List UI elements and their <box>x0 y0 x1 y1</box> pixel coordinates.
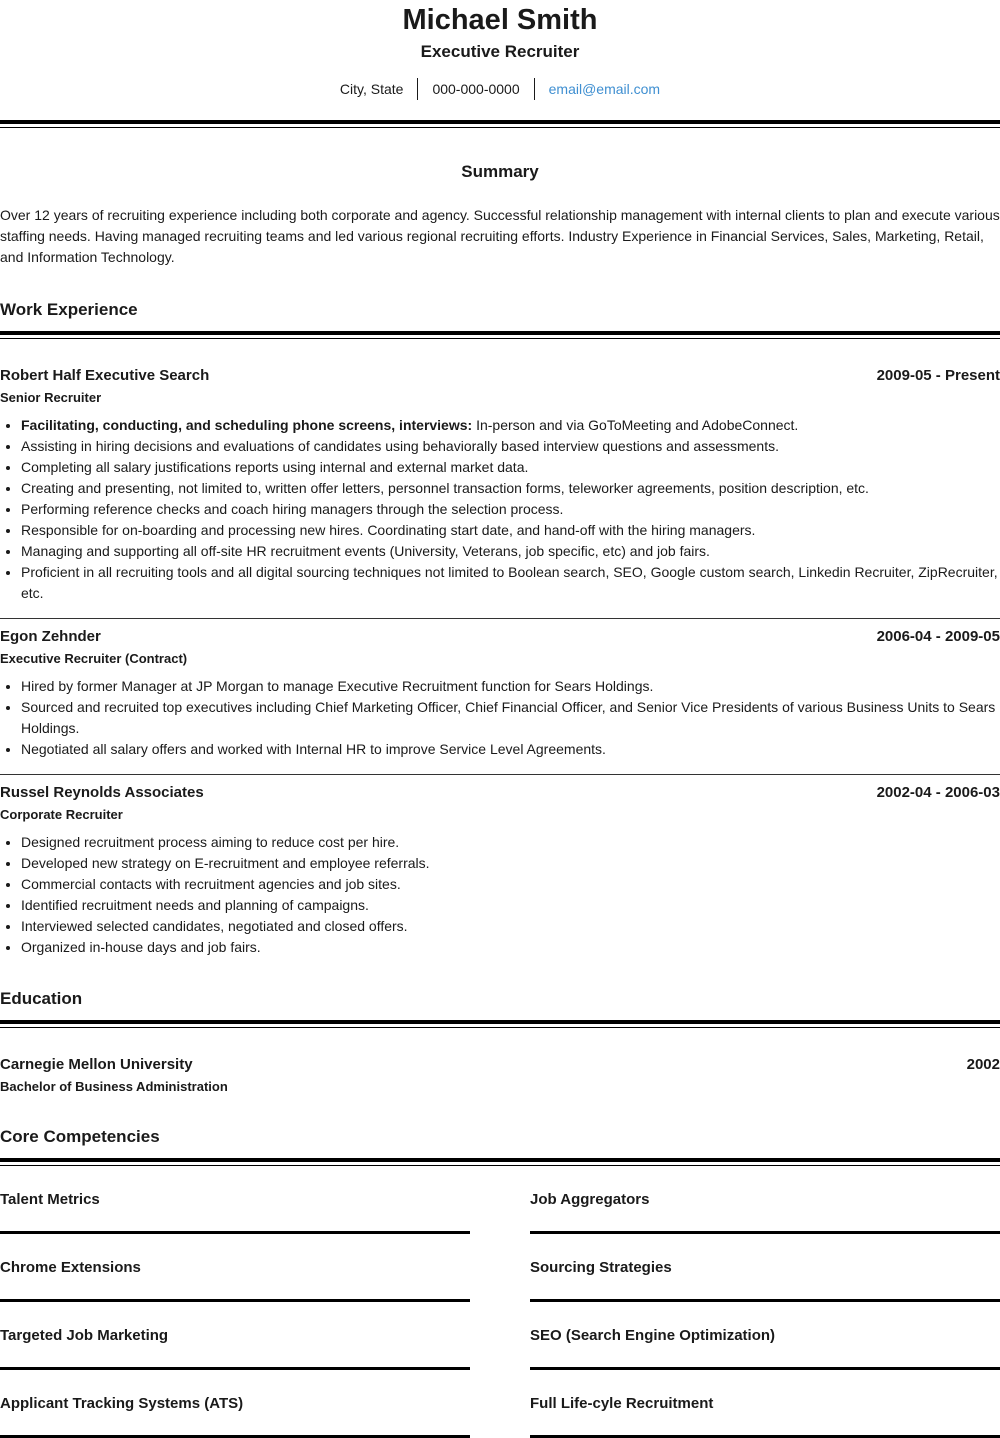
competency-item <box>0 1234 470 1302</box>
experience-section <box>0 299 1000 958</box>
job-entry <box>0 366 1000 604</box>
competency-item <box>530 1234 1000 1302</box>
competency-item <box>0 1166 470 1234</box>
resume-header <box>0 0 1000 128</box>
section-divider-thick <box>0 331 1000 335</box>
education-section <box>0 988 1000 1096</box>
competency-label: Full Life-cyle Recruitment <box>530 1395 714 1412</box>
job-bullet: • Responsible for on-boarding and processing new hires. Coordinating start date, and hand-off with the hiring managers. <box>21 520 1000 541</box>
job-bullet: • Designed recruitment process aiming to reduce cost per hire. <box>21 832 1000 853</box>
candidate-name: Michael Smith <box>402 4 598 36</box>
competency-item <box>0 1302 470 1370</box>
job-bullet: • Identified recruitment needs and planning of campaigns. <box>21 895 1000 916</box>
job-company: Russel Reynolds Associates <box>0 784 204 801</box>
section-divider-thin <box>0 1027 1000 1028</box>
competency-label: Job Aggregators <box>530 1191 650 1208</box>
job-bullet-bold: Facilitating, conducting, and scheduling phone screens, interviews: <box>21 417 473 433</box>
job-company: Robert Half Executive Search <box>0 367 210 384</box>
job-dates: 2009-05 - Present <box>876 367 1000 384</box>
job-bullet: • Assisting in hiring decisions and evaluations of candidates using behaviorally based interview questions and assessments. <box>21 436 1000 457</box>
job-role: Senior Recruiter <box>0 390 102 405</box>
competency-label: Sourcing Strategies <box>530 1259 672 1276</box>
job-bullets <box>0 415 1000 604</box>
competency-item <box>530 1370 1000 1438</box>
job-bullets <box>0 832 1000 958</box>
job-bullet: • Developed new strategy on E-recruitment and employee referrals. <box>21 853 1000 874</box>
job-role: Executive Recruiter (Contract) <box>0 651 188 666</box>
job-role: Corporate Recruiter <box>0 807 123 822</box>
job-bullet: • Creating and presenting, not limited to, written offer letters, personnel transaction forms, teleworker agreements, position description, etc. <box>21 478 1000 499</box>
education-degree: Bachelor of Business Administration <box>0 1079 228 1094</box>
education-school: Carnegie Mellon University <box>0 1056 193 1073</box>
competency-item <box>530 1302 1000 1370</box>
education-heading: Education <box>0 989 83 1008</box>
contact-location: City, State <box>339 81 404 97</box>
experience-heading: Work Experience <box>0 300 138 319</box>
competencies-heading: Core Competencies <box>0 1127 160 1146</box>
summary-section <box>0 161 1000 268</box>
section-divider-thin <box>0 338 1000 339</box>
competency-label: Applicant Tracking Systems (ATS) <box>0 1395 244 1412</box>
job-bullet: • Negotiated all salary offers and worked with Internal HR to improve Service Level Agreements. <box>21 739 1000 760</box>
job-bullet: • Proficient in all recruiting tools and all digital sourcing techniques not limited to Boolean search, SEO, Google custom search, Linkedin Recruiter, ZipRecruiter, etc. <box>21 562 1000 604</box>
competencies-section <box>0 1126 1000 1438</box>
competencies-grid <box>0 1166 1000 1438</box>
contact-bar <box>0 77 1000 101</box>
job-company: Egon Zehnder <box>0 628 101 645</box>
section-divider-thick <box>0 1158 1000 1162</box>
competency-item <box>0 1370 470 1438</box>
competency-label: Talent Metrics <box>0 1191 100 1208</box>
job-entry <box>0 783 1000 958</box>
summary-heading: Summary <box>461 162 539 181</box>
summary-text: Over 12 years of recruiting experience including both corporate and agency. Successful relationship management with internal clients to plan and execute various staffing needs. Having managed recruiting teams and led various regional recruiting efforts. Industry Experience in Financial Services, Sales, Marketing, Retail, and Information Technology. <box>0 207 1000 265</box>
contact-phone: 000-000-0000 <box>432 81 520 97</box>
job-bullet: • Managing and supporting all off-site HR recruitment events (University, Veterans, job specific, etc) and job fairs. <box>21 541 1000 562</box>
job-bullets <box>0 676 1000 760</box>
header-divider-thin <box>0 127 1000 128</box>
job-dates: 2002-04 - 2006-03 <box>876 784 1000 801</box>
section-divider-thick <box>0 1020 1000 1024</box>
competency-label: SEO (Search Engine Optimization) <box>530 1327 776 1344</box>
job-bullet: • Performing reference checks and coach hiring managers through the selection process. <box>21 499 1000 520</box>
competency-item <box>530 1166 1000 1234</box>
job-bullet: • Hired by former Manager at JP Morgan to manage Executive Recruitment function for Sears Holdings. <box>21 676 1000 697</box>
education-year: 2002 <box>966 1056 1000 1073</box>
candidate-title: Executive Recruiter <box>420 42 580 61</box>
job-bullet <box>21 415 1000 436</box>
job-divider <box>0 618 1000 619</box>
job-divider <box>0 774 1000 775</box>
job-bullet: • Organized in-house days and job fairs. <box>21 937 1000 958</box>
job-bullet: • Completing all salary justifications reports using internal and external market data. <box>21 457 1000 478</box>
job-bullet-rest: In-person and via GoToMeeting and AdobeConnect. <box>472 417 799 433</box>
contact-email-link[interactable]: email@email.com <box>548 81 661 97</box>
header-divider-thick <box>0 120 1000 124</box>
job-bullet: • Sourced and recruited top executives including Chief Marketing Officer, Chief Financial Officer, and Senior Vice Presidents of various Business Units to Sears Holdings. <box>21 697 1000 739</box>
job-dates: 2006-04 - 2009-05 <box>876 628 1000 645</box>
job-bullet: • Interviewed selected candidates, negotiated and closed offers. <box>21 916 1000 937</box>
competency-label: Chrome Extensions <box>0 1259 141 1276</box>
education-entry <box>0 1055 1000 1096</box>
competency-label: Targeted Job Marketing <box>0 1327 169 1344</box>
job-entry <box>0 627 1000 760</box>
job-bullet: • Commercial contacts with recruitment agencies and job sites. <box>21 874 1000 895</box>
